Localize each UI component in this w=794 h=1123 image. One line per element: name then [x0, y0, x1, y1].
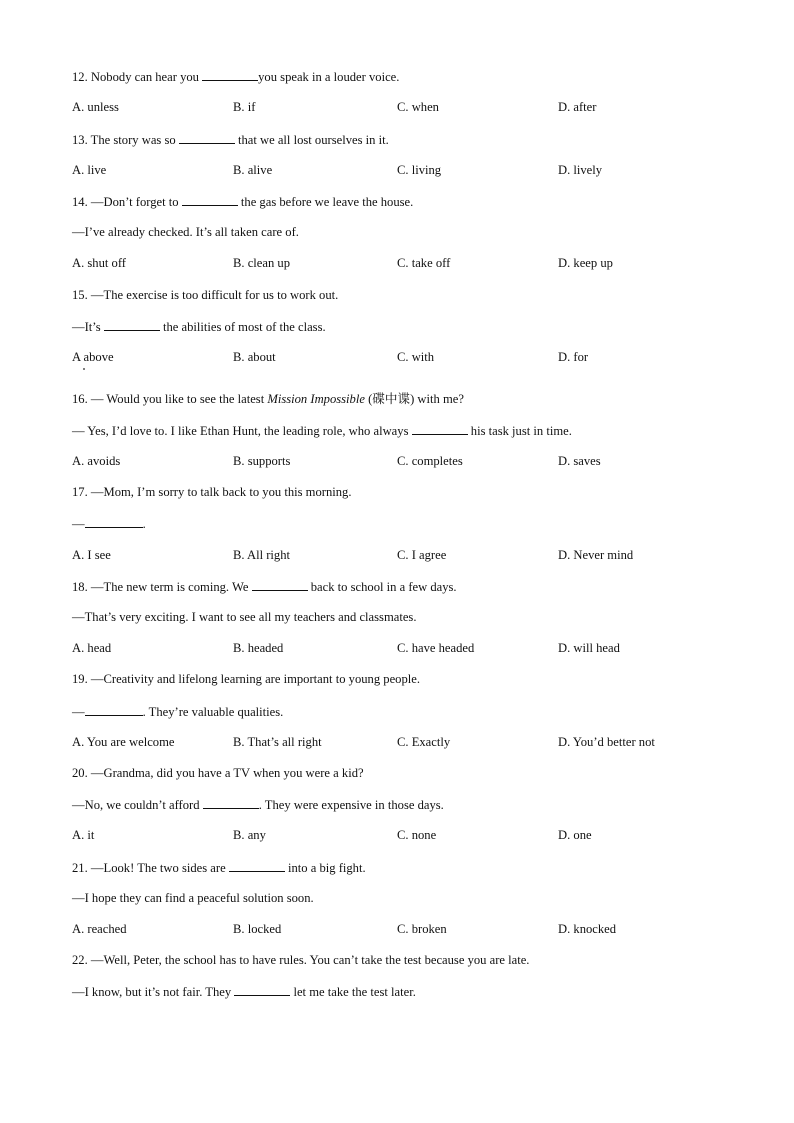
- option-b: B. All right: [233, 548, 291, 562]
- option-a: A. live: [72, 163, 107, 177]
- question-20-stem: 20. —Grandma, did you have a TV when you were a kid?: [72, 766, 364, 780]
- option-d: D. after: [558, 100, 597, 114]
- question-15-stem: 15. —The exercise is too difficult for us to work out.: [72, 288, 339, 302]
- option-b: B. That’s all right: [233, 735, 322, 749]
- option-c: C. have headed: [397, 641, 475, 655]
- option-d: D. saves: [558, 454, 601, 468]
- answer-blank: [202, 68, 258, 81]
- option-d: D. will head: [558, 641, 620, 655]
- option-a: A. head: [72, 641, 112, 655]
- option-a: A. shut off: [72, 256, 126, 270]
- question-18-stem: 18. —The new term is coming. We back to school in a few days.: [72, 580, 457, 594]
- option-d: D. knocked: [558, 922, 617, 936]
- stray-mark: [83, 368, 85, 370]
- answer-blank: [229, 859, 285, 872]
- question-17-stem: 17. —Mom, I’m sorry to talk back to you this morning.: [72, 485, 352, 499]
- option-d: D. Never mind: [558, 548, 634, 562]
- option-b: B. about: [233, 350, 276, 364]
- option-c: C. take off: [397, 256, 451, 270]
- option-c: C. with: [397, 350, 435, 364]
- question-16-reply: — Yes, I’d love to. I like Ethan Hunt, the leading role, who always his task just in time.: [72, 424, 572, 438]
- answer-blank: [179, 131, 235, 144]
- option-a: A. avoids: [72, 454, 121, 468]
- answer-blank: [85, 703, 143, 716]
- option-c: C. I agree: [397, 548, 447, 562]
- option-c: C. completes: [397, 454, 463, 468]
- movie-title: Mission Impossible: [267, 392, 365, 406]
- question-14-reply: —I’ve already checked. It’s all taken care of.: [72, 225, 299, 239]
- question-16-stem: 16. — Would you like to see the latest Mission Impossible (碟中谍) with me?: [72, 392, 464, 406]
- option-c: C. none: [397, 828, 437, 842]
- question-21-reply: —I hope they can find a peaceful solution soon.: [72, 891, 314, 905]
- option-d: D. You’d better not: [558, 735, 655, 749]
- option-a: A. it: [72, 828, 95, 842]
- question-20-reply: —No, we couldn’t afford . They were expensive in those days.: [72, 798, 444, 812]
- answer-blank: [85, 515, 143, 528]
- answer-blank: [234, 983, 290, 996]
- option-b: B. alive: [233, 163, 273, 177]
- question-18-reply: —That’s very exciting. I want to see all my teachers and classmates.: [72, 610, 417, 624]
- option-a: A. You are welcome: [72, 735, 175, 749]
- option-c: C. when: [397, 100, 439, 114]
- answer-blank: [104, 318, 160, 331]
- answer-blank: [252, 578, 308, 591]
- option-a: A above: [72, 350, 114, 364]
- option-a: A. I see: [72, 548, 111, 562]
- question-19-reply: — . They’re valuable qualities.: [72, 705, 284, 719]
- question-15-reply: —It’s the abilities of most of the class.: [72, 320, 326, 334]
- option-b: B. locked: [233, 922, 282, 936]
- option-c: C. Exactly: [397, 735, 451, 749]
- question-22-stem: 22. —Well, Peter, the school has to have rules. You can’t take the test because you are late.: [72, 953, 530, 967]
- option-a: A. unless: [72, 100, 119, 114]
- option-d: D. keep up: [558, 256, 613, 270]
- question-14-stem: 14. —Don’t forget to the gas before we leave the house.: [72, 195, 414, 209]
- option-b: B. supports: [233, 454, 291, 468]
- answer-blank: [203, 796, 259, 809]
- option-c: C. living: [397, 163, 442, 177]
- option-d: D. one: [558, 828, 592, 842]
- answer-blank: [412, 422, 468, 435]
- option-b: B. clean up: [233, 256, 291, 270]
- question-12-stem: 12. Nobody can hear you you speak in a louder voice.: [72, 70, 400, 84]
- option-b: B. headed: [233, 641, 284, 655]
- answer-blank: [182, 193, 238, 206]
- question-22-reply: —I know, but it’s not fair. They let me take the test later.: [72, 985, 416, 999]
- option-c: C. broken: [397, 922, 447, 936]
- option-b: B. any: [233, 828, 266, 842]
- question-17-reply: — .: [72, 517, 146, 531]
- option-d: D. lively: [558, 163, 603, 177]
- option-b: B. if: [233, 100, 256, 114]
- option-a: A. reached: [72, 922, 127, 936]
- question-21-stem: 21. —Look! The two sides are into a big fight.: [72, 861, 366, 875]
- question-13-stem: 13. The story was so that we all lost ourselves in it.: [72, 133, 389, 147]
- question-19-stem: 19. —Creativity and lifelong learning are important to young people.: [72, 672, 421, 686]
- option-d: D. for: [558, 350, 589, 364]
